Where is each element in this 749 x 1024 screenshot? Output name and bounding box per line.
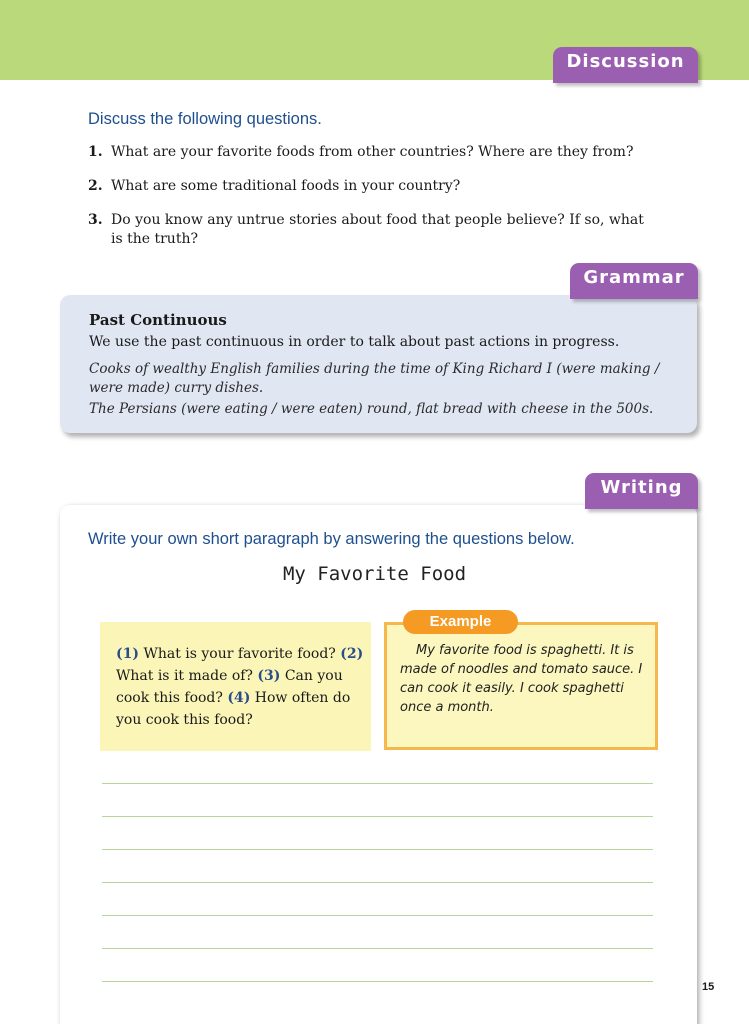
writing-prompt: Write your own short paragraph by answering the questions below.	[88, 530, 575, 548]
discussion-prompt: Discuss the following questions.	[88, 110, 322, 128]
discussion-question	[88, 143, 658, 162]
question-number: (3)	[257, 668, 281, 684]
discussion-tab: Discussion	[553, 47, 698, 83]
question-text: How often do you cook this food?	[116, 690, 351, 728]
question-number: (4)	[227, 690, 251, 706]
question-number: (2)	[340, 646, 364, 662]
grammar-example: Cooks of wealthy English families during the time of King Richard I (were making / were made) curry dishes.	[89, 361, 660, 396]
discussion-question	[88, 177, 658, 196]
writing-line[interactable]	[102, 849, 653, 850]
discussion-question	[88, 211, 658, 249]
question-text: What is it made of?	[116, 668, 258, 684]
question-number: 2.	[88, 178, 103, 194]
question-number: 1.	[88, 144, 103, 160]
question-number: (1)	[116, 646, 139, 662]
grammar-tab: Grammar	[570, 263, 698, 299]
discussion-question-list	[88, 143, 658, 264]
writing-tab: Writing	[585, 473, 698, 509]
grammar-explanation: We use the past continuous in order to talk about past actions in progress.	[89, 334, 620, 350]
writing-line[interactable]	[102, 816, 653, 817]
writing-title: My Favorite Food	[282, 563, 467, 585]
writing-line[interactable]	[102, 948, 653, 949]
writing-line[interactable]	[102, 915, 653, 916]
question-text: Can you cook this food?	[116, 668, 343, 706]
question-text: What are some traditional foods in your country?	[111, 178, 461, 194]
writing-line[interactable]	[102, 981, 653, 982]
example-badge: Example	[403, 610, 518, 634]
grammar-example: The Persians (were eating / were eaten) round, flat bread with cheese in the 500s.	[89, 401, 654, 417]
question-text: Do you know any untrue stories about food that people believe? If so, what is the truth?	[111, 212, 644, 247]
example-text: My favorite food is spaghetti. It is made of noodles and tomato sauce. I can cook it easily. I cook spaghetti once a month.	[400, 643, 643, 715]
question-number: 3.	[88, 212, 103, 228]
writing-questions	[116, 643, 366, 731]
writing-line[interactable]	[102, 882, 653, 883]
writing-line[interactable]	[102, 783, 653, 784]
grammar-title: Past Continuous	[89, 311, 227, 329]
question-text: What is your favorite food?	[139, 646, 341, 662]
question-text: What are your favorite foods from other countries? Where are they from?	[111, 144, 634, 160]
page-number: 15	[702, 981, 715, 993]
